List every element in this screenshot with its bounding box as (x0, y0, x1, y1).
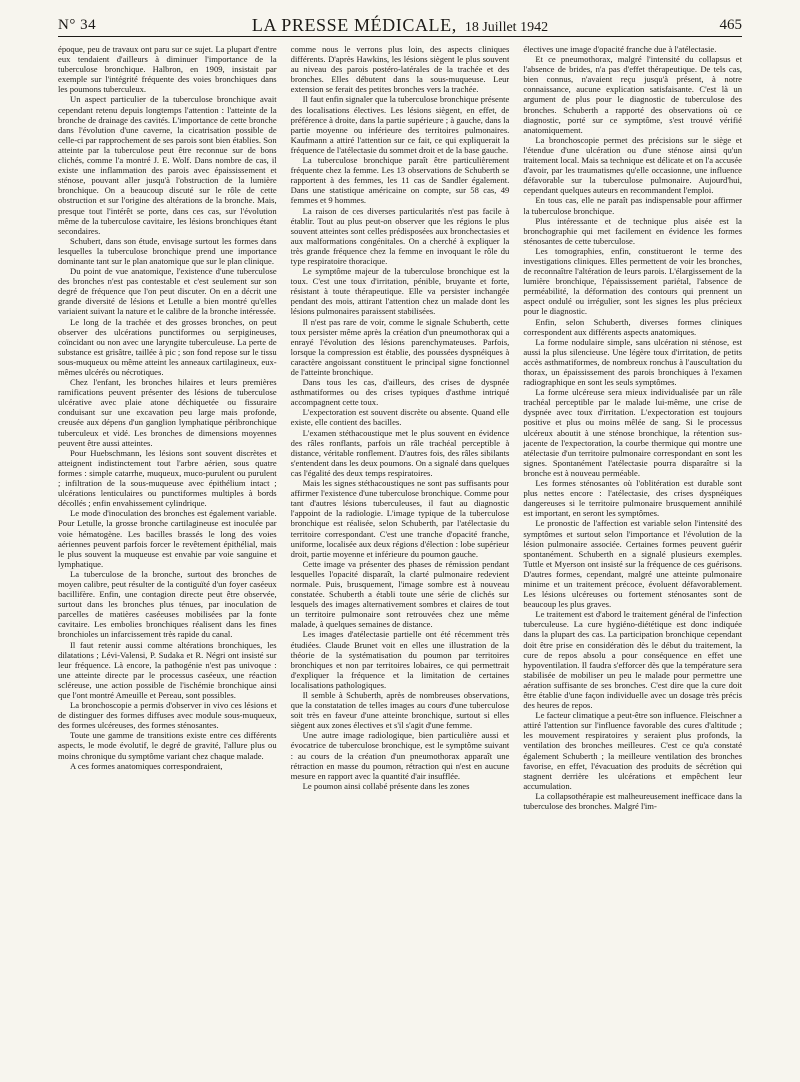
article-body (58, 44, 742, 1070)
paragraph: Il faut retenir aussi comme altérations bronchiques, les dilatations ; Lévi-Valensi, P. Sudaka et R. Négri ont insisté sur leur fréquence. Là encore, la pathogénie n'est pas univoque : une atteinte directe par le processus caséeux, une réaction scléreuse, une action possible de l'ischémie bronchique ainsi que l'ont montré Ameuille et Pereau, sont possibles. (58, 639, 277, 700)
paragraph: Pour Huebschmann, les lésions sont souvent discrètes et atteignent indistinctement tout l'arbre aérien, sous quatre formes : simple catarrhe, muqueux, muco-purulent ou purulent ; infiltration de la sous-muqueuse avec épithélium intact ; ulcérations lenticulaires ou punctiformes multiples à bords décollés ; enfin envahissement cylindrique. (58, 447, 277, 509)
paragraph: Les images d'atélectasie partielle ont été récemment très étudiées. Claude Brunet voit en elles une illustration de la théorie de la systématisation du poumon par territoires bronchiques et non par territoires lobaires, ce qui permettrait d'expliquer la fréquence et la limitation de certaines localisations pathologiques. (290, 629, 510, 690)
issue-number: N° 34 (58, 17, 97, 33)
paragraph: La bronchoscopie a permis d'observer in vivo ces lésions et de distinguer des formes diffuses avec module sous-muqueux, des formes ulcéreuses, des formes sténosantes. (58, 700, 277, 731)
paragraph: La collapsothérapie est malheureusement inefficace dans la tuberculose des bronches. Malgré l'im- (523, 790, 742, 812)
paragraph: La bronchoscopie permet des précisions sur le siège et l'étendue d'une ulcération ou d'une sténose ainsi qu'un traitement local. Mais sa technique est délicate et on l'a accusée d'avoir, par les traumatismes qu'elle occasionne, une influence défavorable sur la tuberculose pulmonaire. Aujourd'hui, cependant quelques auteurs en recommandent l'emploi. (523, 134, 742, 196)
paragraph: Et ce pneumothorax, malgré l'intensité du collapsus et l'absence de brides, n'a pas d'effet thérapeutique. De tels cas, bien connus, n'avaient reçu jusqu'à présent, à notre connaissance, aucune explication satisfaisante. C'est là un argument de plus pour le diagnostic de tuberculose des bronches. Schuberth a rapporté des observations où ce diagnostic, porté sur ce symptôme, s'est trouvé vérifié anatomiquement. (523, 54, 742, 135)
paragraph: époque, peu de travaux ont paru sur ce sujet. La plupart d'entre eux tendaient d'ailleurs à diminuer l'importance de la tuberculose bronchique. Halbron, en 1909, insistait par exemple sur l'intégrité fréquente des voies bronchiques dans les poumons tuberculeux. (58, 44, 277, 95)
paragraph: A ces formes anatomiques correspondraient, (70, 760, 223, 771)
paragraph: La forme ulcéreuse sera mieux individualisée par un râle trachéal perceptible par le malade lui-même, une crise de dyspnée avec toux d'irritation. L'expectoration est toujours positive et plus ou moins mêlée de sang. Si le processus ulcéreux aboutit à une sténose bronchique, la rétention sus-jacente de l'expectoration, la courbe thermique qui montre une atélectasie d'un territoire pulmonaire correspondant en sont les signes. Spontanément l'atélectasie pourra disparaître si la bronche est à nouveau perméable. (523, 387, 742, 478)
paragraph: Il faut enfin signaler que la tuberculose bronchique présente des localisations électives. Les lésions siègent, en effet, de préférence à droite, dans la partie supérieure ; à gauche, dans la partie moyenne ou inférieure des territoires pulmonaires. Kaufmann a attiré l'attention sur ce fait, ce qui expliquerait la fréquence de l'atélectasie du sommet droit et de la base gauche. (290, 94, 510, 155)
paragraph: Dans tous les cas, d'ailleurs, des crises de dyspnée asthmatiformes ou des crises typiques d'asthme intriqué accompagnent cette toux. (290, 377, 510, 408)
paragraph: Les tomographies, enfin, constitueront le terme des investigations cliniques. Elles permettent de voir les bronches, de reconnaître l'altération de leurs parois. L'élargissement de la lumière bronchique, l'épaississement pariétal, l'absence de perméabilité, la déformation des contours qui prennent un aspect ondulé ou irrégulier, sont les signes les plus précieux pour le diagnostic. (523, 245, 742, 317)
paragraph: électives une image d'opacité franche due à l'atélectasie. (523, 44, 717, 54)
journal-masthead (58, 15, 742, 36)
paragraph: Le traitement est d'abord le traitement général de l'infection tuberculeuse. La cure hygiéno-diététique est donc indiquée dans la plupart des cas. La participation bronchique cependant doit être prise en considération dès le début du traitement, la cure de repos absolu a pour conséquence en effet une hypoventilation. Il faudra s'efforcer dès que la température sera stabilisée de mobiliser un peu le malade pour permettre une aération suffisante de ses bronches. C'est dire que la cure doit être établie d'une façon individuelle avec un dosage très précis des heures de repos. (523, 609, 742, 711)
paragraph: comme nous le verrons plus loin, des aspects cliniques différents. D'après Hawkins, les lésions siègent le plus souvent au niveau des parois postéro-latérales de la trachée et des bronches. Elles débutent dans la sous-muqueuse. Leur extension se ferait des petites bronches vers la trachée. (290, 44, 510, 95)
paragraph: Le facteur climatique a peut-être son influence. Fleischner a attiré l'attention sur l'influence favorable des cures d'altitude ; les mouvement respiratoires y seraient plus profonds, la ventilation des bronches meilleures. C'est ce qu'a constaté également Schuberth ; la meilleure ventilation des bronches favorise, en effet, l'évacuation des produits de sécrétion qui stagnent derrière les ulcérations et empêchent leur accumulation. (523, 710, 742, 791)
paragraph: Il semble à Schuberth, après de nombreuses observations, que la constatation de telles images au cours d'une tuberculose soit très en faveur d'une atteinte bronchique, surtout si elles siègent aux zones électives et s'il s'agit d'une femme. (290, 690, 510, 731)
paragraph: Toute une gamme de transitions existe entre ces différents aspects, le mode évolutif, le degré de gravité, l'allure plus ou moins chronique du symptôme variant chez chaque malade. (58, 730, 277, 761)
paragraph: L'examen stéthacoustique met le plus souvent en évidence des râles ronflants, parfois un râle trachéal perceptible à distance, véritable ronflement. D'autres fois, des râles sibilants s'entendent dans les deux poumons. On a signalé dans quelques cas l'égalité des deux temps respiratoires. (290, 427, 510, 478)
text-column-2 (291, 44, 510, 1070)
paragraph: Schubert, dans son étude, envisage surtout les formes dans lesquelles la tuberculose bronchique prend une importance dominante tant sur le plan anatomique que sur le plan clinique. (58, 235, 277, 266)
paragraph: La tuberculose de la bronche, surtout des bronches de moyen calibre, peut résulter de la contiguïté d'un foyer caséeux bacillifère. Enfin, une contagion directe peut être observée, surtout dans les bronches plus ténues, par inoculation de parcelles de matières caséeuses mobilisées par la fonte cavitaire. Les embolies bronchiques réalisent dans les fines bronchioles un infarcissement très rapide du canal. (58, 568, 277, 640)
paragraph: Le mode d'inoculation des bronches est également variable. Pour Letulle, la grosse bronche cartilagineuse est inoculée par voie hématogène. Les bacilles brassés le long des voies aériennes peuvent parfois forcer le revêtement épithélial, mais le plus souvent la muqueuse est envahie par voie sanguine et lymphatique. (58, 508, 277, 569)
paragraph: Chez l'enfant, les bronches hilaires et leurs premières ramifications peuvent présenter des lésions de tuberculose ulcérative avec plaie atone déchiquetée ou fissuraire conduisant sur une excavation peu large mais profonde, creusée aux dépens d'un ganglion lymphatique péribronchique tuberculeux et vidé. Les bronches de dimensions moyennes peuvent être aussi atteintes. (58, 377, 277, 448)
paragraph: Le long de la trachée et des grosses bronches, on peut observer des ulcérations punctiformes ou serpigineuses, coïncidant ou non avec une laryngite tuberculeuse. La perte de substance est grisâtre, taillée à pic ; son fond repose sur le tissu sous-muqueux ou même atteint les anneaux cartilagineux, eux-mêmes ulcérés ou nécrotiques. (58, 316, 277, 377)
text-column-1 (58, 44, 277, 1070)
paragraph: Le poumon ainsi collabé présente dans les zones (302, 780, 470, 791)
paragraph: La forme nodulaire simple, sans ulcération ni sténose, est aussi la plus silencieuse. Une légère toux d'irritation, de petits accès asthmatiformes, de nombreux ronchus à l'auscultation du thorax, un épaississement des parois bronchiques à l'examen radiographique en sont les seuls symptômes. (523, 336, 742, 388)
paragraph: Cette image va présenter des phases de rémission pendant lesquelles l'opacité disparaît, la clarté pulmonaire redevient normale. Puis, brusquement, l'image sombre est à nouveau constatée. Schuberth a établi toute une série de clichés sur lesquels des images alternativement sombres et claires de tout un territoire pulmonaire sont retrouvées chez une même malade, à quelques semaines de distance. (290, 558, 510, 630)
paragraph: Les formes sténosantes où l'oblitération est durable sont plus nettes encore : l'atélectasie, des crises dyspnéiques dangereuses si le territoire pulmonaire brusquement annihilé est important, en seront les symptômes. (523, 478, 742, 519)
paragraph: La raison de ces diverses particularités n'est pas facile à établir. Tout au plus peut-on observer que les régions le plus souvent atteintes sont celles prédisposées aux bronchectasies et aux malformations congénitales. On a cherché à expliquer la très grande fréquence chez la femme en invoquant le rôle du type respiratoire thoracique. (290, 205, 510, 266)
paragraph: Mais les signes stéthacoustiques ne sont pas suffisants pour affirmer l'existence d'une tuberculose bronchique. Comme pour tant d'autres lésions tuberculeuses, il faut au diagnostic l'appoint de la radiologie. L'image typique de la tuberculose bronchique est réalisée, selon Schuberth, par l'atélectasie du territoire correspondant. C'est une tranche d'opacité franche, uniforme, localisée aux deux régions d'élection : lobe supérieur droit, partie moyenne et inférieure du poumon gauche. (290, 478, 510, 559)
paragraph: Le pronostic de l'affection est variable selon l'intensité des symptômes et surtout selon l'importance et l'évolution de la lésion pulmonaire associée. Certaines formes peuvent guérir spontanément. Schuberth en a signalé plusieurs exemples. Tuttle et Myerson ont insisté sur la fréquence de ces guérisons. D'autres formes, cependant, malgré une atteinte pulmonaire minime et un traitement précoce, évoluent défavorablement. Les lésions ulcéreuses ou fortement sténosantes sont de beaucoup les plus graves. (523, 518, 742, 610)
page-header (58, 14, 742, 37)
paragraph: La tuberculose bronchique paraît être particulièrement fréquente chez la femme. Les 13 observations de Schuberth se rapportent à des femmes, les 11 cas de Sandler également. Dans une statistique américaine on compte, sur 58 cas, 49 femmes et 9 hommes. (290, 155, 510, 206)
paragraph: En tous cas, elle ne paraît pas indispensable pour affirmer la tuberculose bronchique. (523, 195, 742, 216)
page-number: 465 (719, 17, 742, 33)
paragraph: Plus intéressante et de technique plus aisée est la bronchographie qui met facilement en évidence les formes sténosantes de cette tuberculose. (523, 215, 742, 246)
paragraph: Une autre image radiologique, bien particulière aussi et évocatrice de tuberculose bronchique, est le symptôme suivant : au cours de la création d'un pneumothorax apparaît une rétraction en masse du poumon, rétraction qui n'est en aucune mesure en rapport avec la quantité d'air insufflée. (290, 730, 510, 781)
paragraph: Enfin, selon Schuberth, diverses formes cliniques correspondent aux différents aspects anatomiques. (523, 316, 742, 337)
journal-title: LA PRESSE MÉDICALE, (251, 15, 457, 35)
text-column-3 (523, 44, 742, 1070)
paragraph: L'expectoration est souvent discrète ou absente. Quand elle existe, elle contient des bacilles. (290, 407, 510, 428)
paragraph: Le symptôme majeur de la tuberculose bronchique est la toux. C'est une toux d'irritation, pénible, bruyante et forte, résistant à toute thérapeutique. Elle va persister inchangée pendant des mois, attirant l'attention chez un malade dont les lésions pulmonaires paraissent stabilisées. (290, 266, 510, 317)
issue-date: 18 Juillet 1942 (464, 20, 549, 35)
paragraph: Il n'est pas rare de voir, comme le signale Schuberth, cette toux persister même après la création d'un pneumothorax qui a enrayé l'évolution des lésions parenchymateuses. Parfois, lorsque la compression est établie, des poussées dyspnéiques à caractère angoissant constituent le principal signe fonctionnel de l'atteinte bronchique. (290, 316, 510, 377)
paragraph: Du point de vue anatomique, l'existence d'une tuberculose des bronches n'est pas contestable et c'est seulement sur son degré de fréquence que l'on peut discuter. On en a décrit une grande diversité de lésions et Letulle a bien montré qu'elles variaient suivant la nature et le calibre de la bronche intéressée. (58, 266, 277, 317)
paragraph: Un aspect particulier de la tuberculose bronchique avait cependant retenu depuis longtemps l'attention : l'atteinte de la bronche de drainage des cavités. L'importance de cette bronche dans l'évolution d'une caverne, la cicatrisation possible de celle-ci par rapprochement de ses parois sont bien établies. Son atteinte par la tuberculose peut être reconnue sur de bons clichés, comme l'a montré J. E. Wolf. Dans nombre de cas, il existe une inflammation des parois avec épaississement et sténose, pouvant aller jusqu'à l'obstruction de la lumière bronchique. On a beaucoup discuté sur le rôle de cette obstruction et sur l'origine des altérations de la bronche. Mais, presque tout l'intérêt se porte, dans ces cas, sur l'évolution même de la tuberculose cavitaire, les lésions bronchiques étant secondaires. (58, 94, 277, 236)
